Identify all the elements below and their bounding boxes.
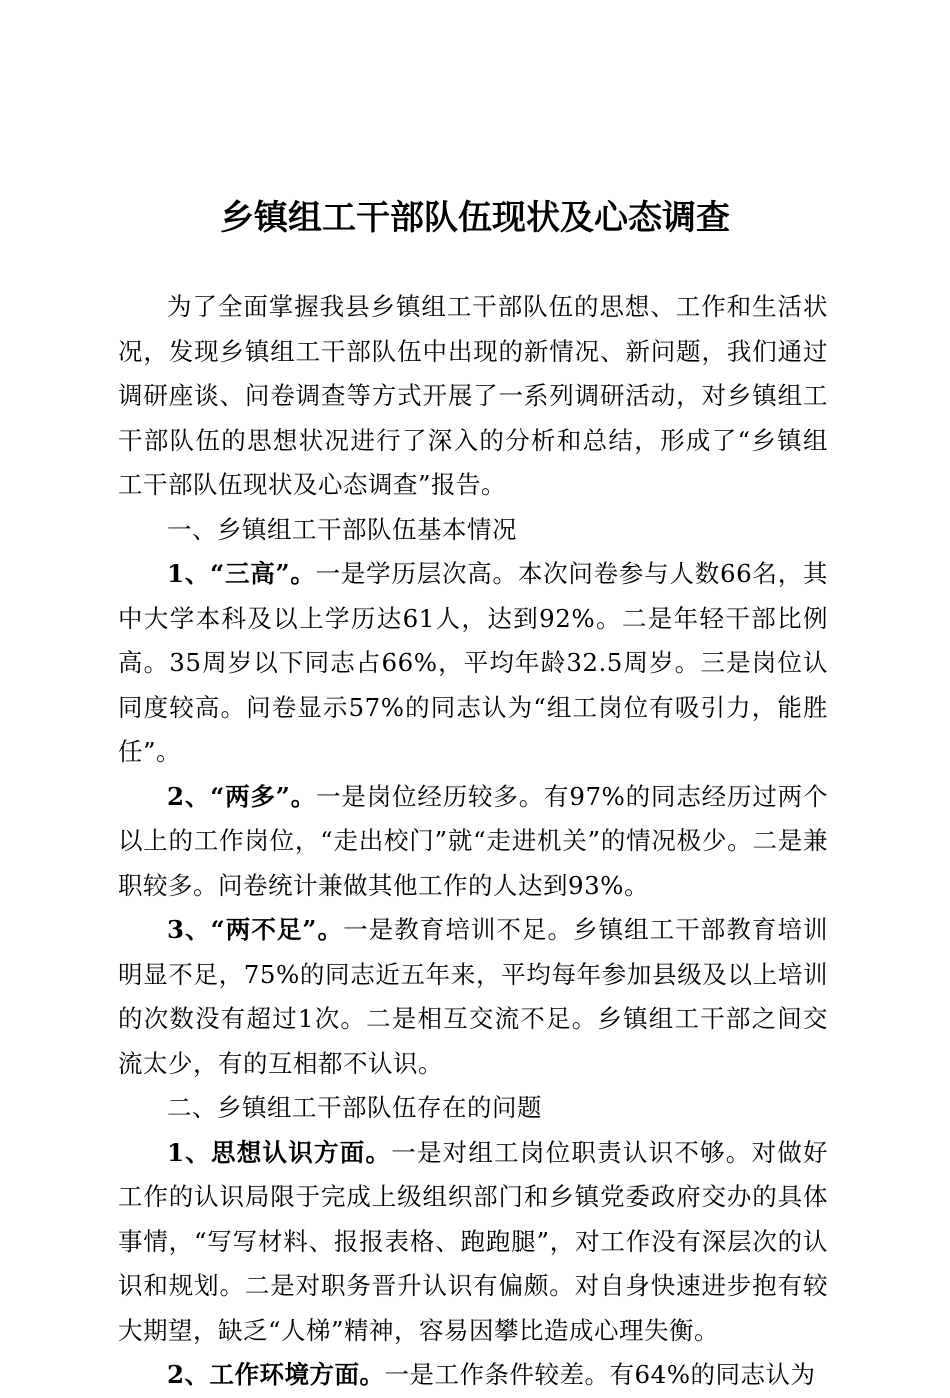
item-text: 一是岗位经历较多。有97%的同志经历过两个以上的工作岗位，“走出校门”就“走进机关”的情况极少。二是兼职较多。问卷统计兼做其他工作的人达到93%。 — [118, 781, 828, 900]
section-1-item-1 — [118, 552, 828, 775]
item-lead: 1、“三高”。 — [167, 559, 316, 588]
item-lead: 1、思想认识方面。 — [167, 1137, 392, 1167]
item-text: 一是对组工岗位职责认识不够。对做好工作的认识局限于完成上级组织部门和乡镇党委政府交办的具体事情，“写写材料、报报表格、跑跑腿”，对工作没有深层次的认识和规划。二是对职务晋升认识有偏颇。对自身快速进步抱有较大期望，缺乏“人梯”精神，容易因攀比造成心理失衡。 — [118, 1137, 829, 1345]
item-text: 一是工作条件较差。有64%的同志认为 — [384, 1360, 816, 1389]
document-title: 乡镇组工干部队伍现状及心态调查 — [220, 198, 730, 238]
item-lead: 2、“两多”。 — [167, 781, 317, 811]
item-text: 一是教育培训不足。乡镇组工干部教育培训明显不足，75%的同志近五年来，平均每年参加县级及以上培训的次数没有超过1次。二是相互交流不足。乡镇组工干部之间交流太少，有的互相都不认识。 — [118, 915, 828, 1078]
section-1-heading: 一、乡镇组工干部队伍基本情况 — [167, 514, 517, 544]
section-2-item-1 — [118, 1131, 828, 1354]
item-lead: 3、“两不足”。 — [167, 915, 344, 944]
section-2-heading: 二、乡镇组工干部队伍存在的问题 — [167, 1093, 542, 1122]
item-text: 一是学历层次高。本次问卷参与人数66名，其中大学本科及以上学历达61人，达到92%。二是年轻干部比例高。35周岁以下同志占66%，平均年龄32.5周岁。三是岗位认同度较高。问卷显示57%的同志认为“组工岗位有吸引力，能胜任”。 — [118, 559, 828, 766]
section-2-item-2 — [118, 1353, 828, 1398]
section-1-item-3 — [118, 908, 828, 1086]
intro-paragraph: 为了全面掌握我县乡镇组工干部队伍的思想、工作和生活状况，发现乡镇组工干部队伍中出现的新情况、新问题，我们通过调研座谈、问卷调查等方式开展了一系列调研活动，对乡镇组工干部队伍的思想状况进行了深入的分析和总结，形成了“乡镇组工干部队伍现状及心态调查”报告。 — [118, 292, 828, 499]
item-lead: 2、工作环境方面。 — [167, 1360, 385, 1389]
document-body — [118, 285, 828, 1398]
section-1-item-2 — [118, 775, 828, 909]
